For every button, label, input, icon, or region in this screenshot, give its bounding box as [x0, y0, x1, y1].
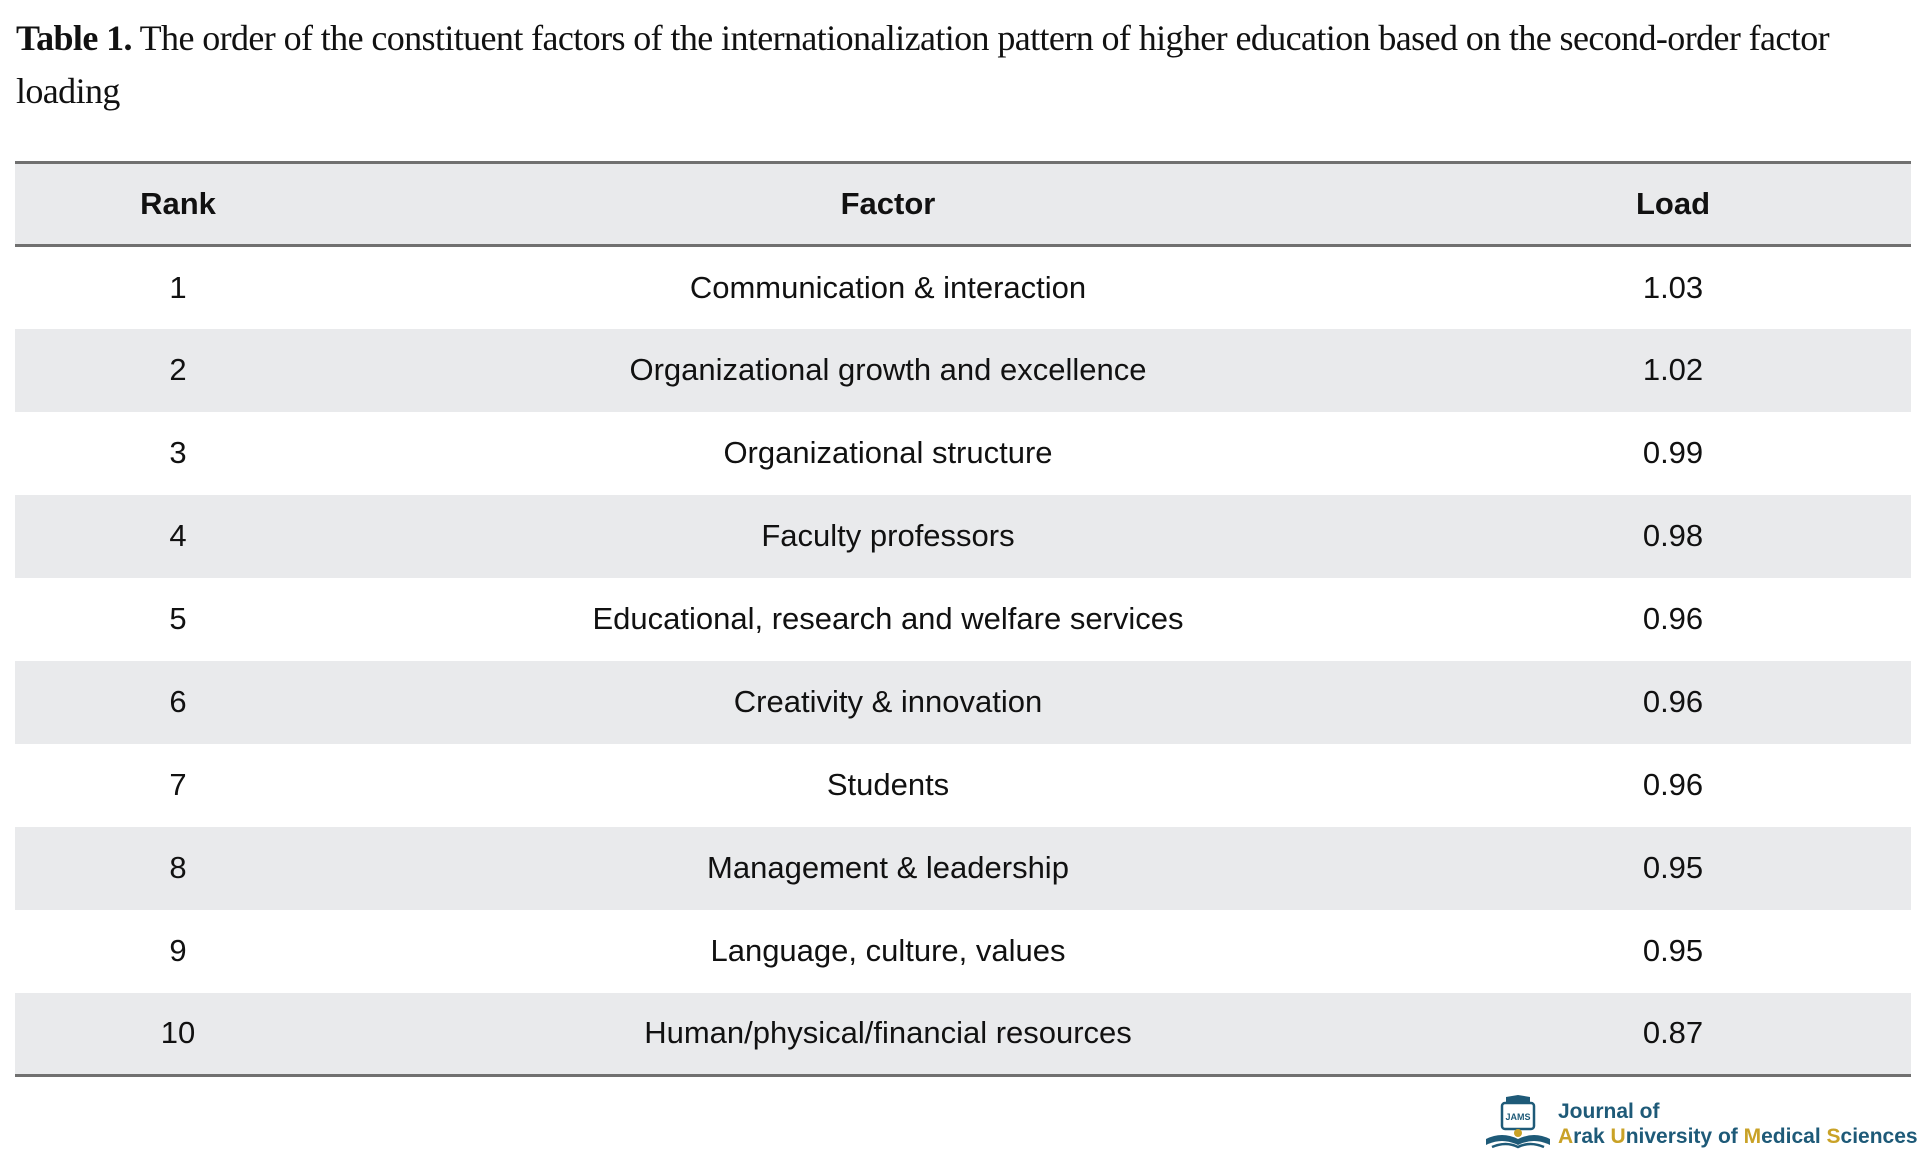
cell-load: 1.03 — [1642, 269, 1704, 305]
table-row — [15, 910, 1911, 993]
cell-factor: Faculty professors — [761, 518, 1015, 553]
logo-acronym: JAMS — [1505, 1112, 1531, 1122]
table-row — [15, 993, 1911, 1076]
cell-factor: Human/physical/financial resources — [341, 993, 1435, 1076]
cell-load: 0.96 — [1642, 601, 1704, 636]
journal-name-line2 — [1558, 1124, 1918, 1149]
table-row — [15, 744, 1911, 827]
cell-rank: 7 — [169, 767, 187, 802]
table-caption-text: The order of the constituent factors of the internationalization pattern of higher education based on the second-order factor loading — [16, 18, 1829, 111]
cell-load: 0.95 — [1642, 933, 1704, 968]
table-header-row — [15, 163, 1911, 246]
table-row — [15, 827, 1911, 910]
header-factor: Factor — [341, 163, 1435, 246]
cell-rank: 1 — [169, 269, 187, 305]
cell-rank: 3 — [169, 435, 187, 470]
cell-rank: 9 — [169, 933, 187, 968]
cell-factor: Management & leadership — [707, 850, 1069, 885]
journal-name-line1: Journal of — [1558, 1100, 1660, 1123]
cell-factor: Organizational structure — [723, 435, 1053, 470]
cell-factor: Organizational growth and excellence — [629, 352, 1147, 387]
header-rank: Rank — [15, 163, 341, 246]
table-caption-label: Table 1. — [16, 18, 132, 58]
journal-logo-icon — [1482, 1095, 1554, 1153]
cell-load: 0.99 — [1642, 435, 1704, 470]
cell-load: 0.95 — [1642, 850, 1704, 885]
cell-load: 0.87 — [1435, 993, 1911, 1076]
table-row — [15, 661, 1911, 744]
cell-factor: Language, culture, values — [710, 933, 1066, 968]
cell-rank: 8 — [169, 850, 187, 885]
table-row — [15, 578, 1911, 661]
factor-loading-table — [15, 161, 1911, 1077]
journal-name — [1558, 1099, 1918, 1149]
header-load: Load — [1435, 163, 1911, 246]
cell-factor: Creativity & innovation — [733, 684, 1043, 719]
cell-rank: 10 — [15, 993, 341, 1076]
table-row — [15, 329, 1911, 412]
table-row — [15, 495, 1911, 578]
table-row — [15, 412, 1911, 495]
cell-rank: 4 — [169, 518, 187, 553]
cell-rank: 6 — [169, 684, 187, 719]
cell-factor: Educational, research and welfare services — [592, 601, 1184, 636]
journal-logo — [1482, 1095, 1918, 1153]
cell-rank: 2 — [169, 352, 187, 387]
cell-rank: 5 — [169, 601, 187, 636]
cell-load: 0.96 — [1642, 684, 1704, 719]
journal-name-line2-text: Arak University of Medical Sciences — [1558, 1125, 1918, 1148]
data-table-container — [15, 161, 1911, 1077]
table-caption — [16, 12, 1916, 118]
cell-factor: Communication & interaction — [689, 269, 1087, 305]
cell-load: 0.96 — [1642, 767, 1704, 802]
table-row — [15, 246, 1911, 329]
cell-load: 0.98 — [1642, 518, 1704, 553]
cell-load: 1.02 — [1642, 352, 1704, 387]
cell-factor: Students — [826, 767, 950, 802]
